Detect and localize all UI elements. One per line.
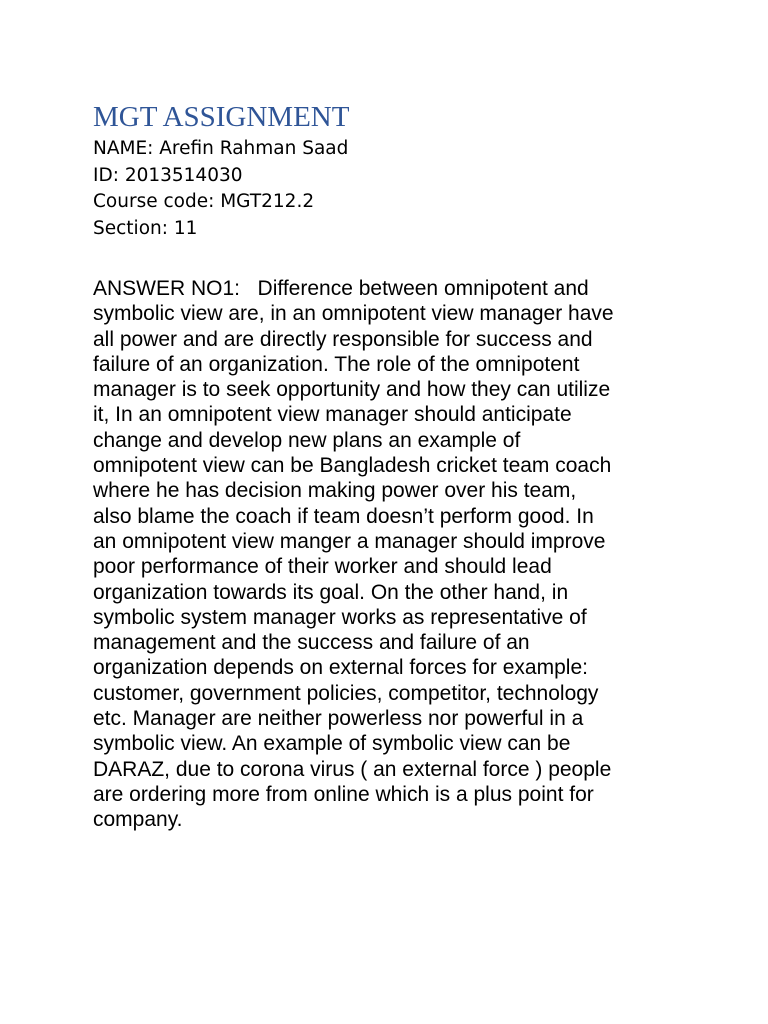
answer-line: where he has decision making power over his team, [93, 479, 577, 503]
answer-line: it, In an omnipotent view manager should anticipate [93, 403, 572, 427]
answer-line: symbolic system manager works as representative of [93, 605, 587, 629]
answer-line: an omnipotent view manger a manager should improve [93, 529, 606, 553]
answer-line-text: Difference between omnipotent and [257, 277, 589, 300]
student-id: ID: 2013514030 [93, 164, 243, 186]
answer-line: customer, government policies, competitor, technology [93, 681, 599, 705]
answer-line: management and the success and failure of an [93, 631, 530, 655]
answer-line: symbolic view. An example of symbolic view can be [93, 732, 571, 756]
answer-line: also blame the coach if team doesn’t perform good. In [93, 504, 594, 528]
course-code: Course code: MGT212.2 [93, 191, 315, 212]
answer-line: failure of an organization. The role of the omnipotent [93, 352, 580, 376]
answer-line: organization depends on external forces for example: [93, 656, 588, 680]
answer-line: etc. Manager are neither powerless nor powerful in a [93, 707, 584, 731]
answer-line: change and develop new plans an example of [93, 428, 521, 452]
answer-line: symbolic view are, in an omnipotent view manager have [93, 302, 614, 326]
answer-paragraph [93, 276, 683, 833]
answer-line: organization towards its goal. On the other hand, in [93, 580, 569, 604]
answer-label: ANSWER NO1: [93, 277, 241, 300]
student-info [93, 136, 348, 242]
answer-line: manager is to seek opportunity and how they can utilize [93, 378, 611, 402]
answer-line: poor performance of their worker and should lead [93, 555, 552, 579]
student-name: NAME: Arefin Rahman Saad [93, 138, 349, 159]
document-title: MGT ASSIGNMENT [93, 101, 350, 133]
answer-line: omnipotent view can be Bangladesh cricket team coach [93, 454, 612, 478]
answer-line: are ordering more from online which is a plus point for [93, 782, 594, 806]
answer-line: DARAZ, due to corona virus ( an external force ) people [93, 757, 612, 781]
section-number: Section: 11 [93, 217, 198, 239]
answer-line: all power and are directly responsible for success and [93, 327, 593, 351]
answer-line [93, 276, 683, 301]
answer-line: company. [93, 808, 183, 832]
